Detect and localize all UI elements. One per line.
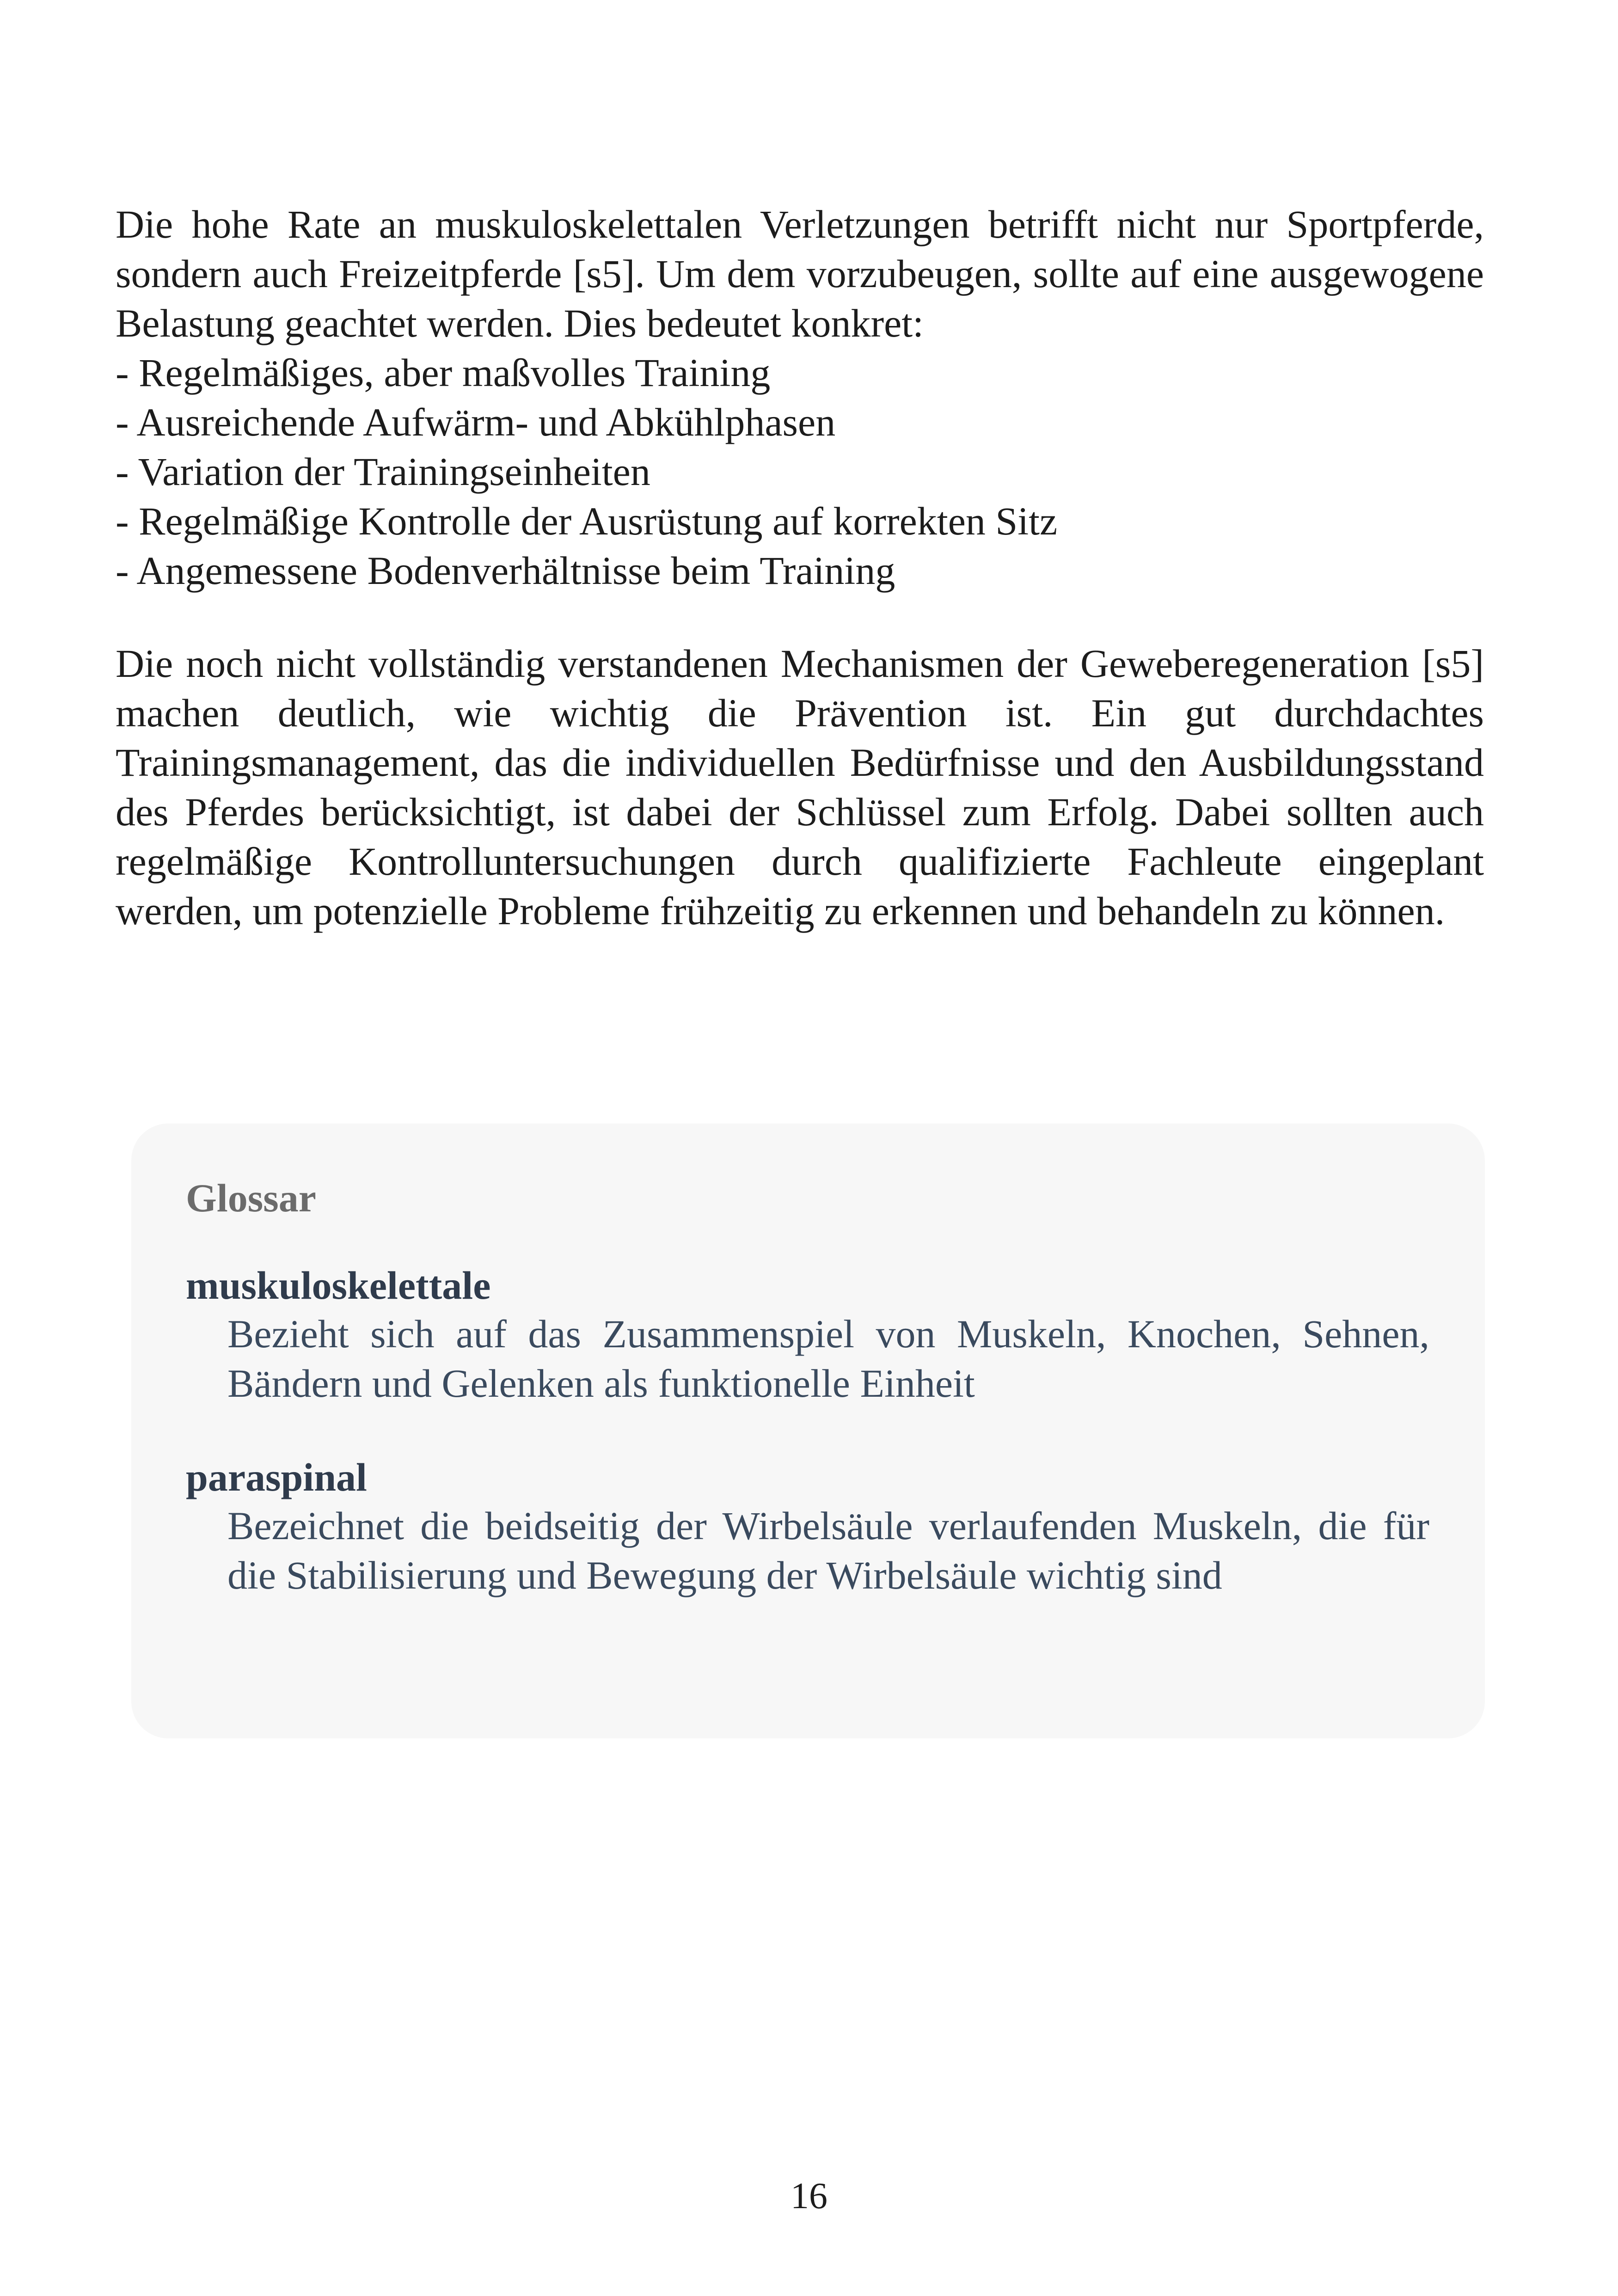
recommendation-list bbox=[116, 348, 1484, 595]
list-item: - Regelmäßiges, aber maßvolles Training bbox=[116, 350, 771, 395]
paragraph-regeneration-text: Die noch nicht vollständig verstandenen Mechanismen der Geweberegeneration [s5] machen deutlich, wie wichtig die Prävention ist. Ein gut durchdachtes Trainingsmanagement, das die individuellen Bedürfnisse und den Ausbildungsstand des Pferdes berücksichtigt, ist dabei der Schlüssel zum Erfolg. Dabei sollten auch regelmäßige Kontrolluntersuchungen durch qualifizierte Fachleute eingeplant werden, um potenzielle Probleme frühzeitig zu erkennen und behandeln zu können. bbox=[116, 641, 1484, 933]
list-item: - Regelmäßige Kontrolle der Ausrüstung auf korrekten Sitz bbox=[116, 499, 1058, 543]
list-item: - Ausreichende Aufwärm- und Abkühlphasen bbox=[116, 400, 836, 444]
paragraph-prevention bbox=[116, 200, 1484, 595]
page-number: 16 bbox=[791, 2176, 827, 2216]
glossary-title: Glossar bbox=[186, 1176, 316, 1220]
glossary-definition: Bezeichnet die beidseitig der Wirbelsäule verlaufenden Muskeln, die für die Stabilisierung und Bewegung der Wirbelsäule wichtig sind bbox=[227, 1504, 1429, 1597]
paragraph-regeneration bbox=[116, 639, 1484, 936]
glossary-term: paraspinal bbox=[186, 1455, 367, 1499]
list-item: - Variation der Trainingseinheiten bbox=[116, 449, 650, 494]
glossary-definition: Bezieht sich auf das Zusammenspiel von Muskeln, Knochen, Sehnen, Bändern und Gelenken als funktionelle Einheit bbox=[227, 1312, 1429, 1406]
list-item: - Angemessene Bodenverhältnisse beim Training bbox=[116, 548, 895, 593]
glossary-box bbox=[131, 1123, 1485, 1738]
glossary-term: muskuloskelettale bbox=[186, 1263, 491, 1308]
paragraph-intro-text: Die hohe Rate an muskuloskelettalen Verletzungen betrifft nicht nur Sportpferde, sondern auch Freizeitpferde [s5]. Um dem vorzubeugen, sollte auf eine ausgewogene Belastung geachtet werden. Dies bedeutet konkret: bbox=[116, 202, 1484, 345]
